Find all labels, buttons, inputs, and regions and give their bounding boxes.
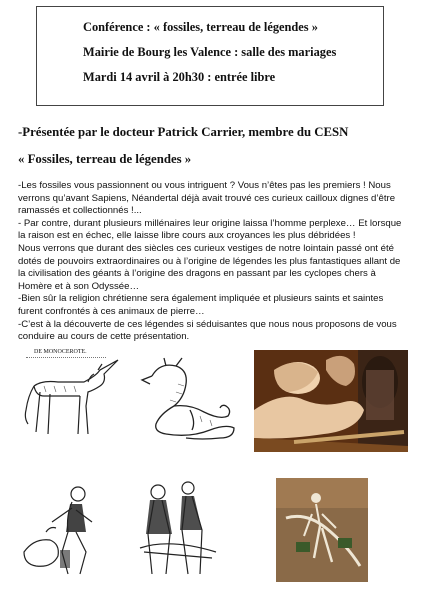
paragraph: -Bien sûr la religion chrétienne sera également impliquée et plusieurs saints et saintes furent confrontés à ces animaux de pierre… — [18, 293, 384, 317]
paragraph: Nous verrons que durant des siècles ces curieux vestiges de notre lointain passé ont été dotés de pouvoirs extraordinaires ou à l’origine de légendes les plus fantastiques allant de la civilisation des géants à l’origine des dragons en passant par les cyclopes chers à Homère et à son Odyssée… — [18, 242, 401, 292]
cyclops-painting-image — [254, 350, 408, 452]
date-time: Mardi 14 avril à 20h30 : entrée libre — [83, 70, 276, 84]
conference-title: Conférence : « fossiles, terreau de légendes » — [83, 20, 318, 34]
event-info-box — [36, 6, 384, 106]
paragraph: -Les fossiles vous passionnent ou vous intriguent ? Vous n’êtes pas les premiers ! Nous verrons qu’avant Sapiens, Néandertal déjà avait trouvé ces curieux cailloux dignes d’être ramassés et collectionnés !... — [18, 180, 396, 217]
paragraph: - Par contre, durant plusieurs millénaires leur origine laissa l’homme perplexe… Et lorsque la raison est en échec, elle laisse libre cours aux croyances les plus débridées ! — [18, 217, 402, 242]
unicorn-caption: DE MONOCEROTE. — [34, 349, 87, 355]
skeleton-excavation-photo — [276, 478, 368, 582]
unicorn-woodcut-image — [14, 346, 120, 442]
talk-subtitle: « Fossiles, terreau de légendes » — [18, 152, 192, 166]
presenter-line: -Présentée par le docteur Patrick Carrier, membre du CESN — [18, 125, 349, 139]
description — [18, 180, 410, 344]
woodcut-figures-image — [16, 482, 112, 578]
paragraph: -C’est à la découverte de ces légendes si séduisantes que nous nous proposons de vous conduire au cours de cette présentation. — [18, 318, 397, 343]
dragon-woodcut-image — [130, 354, 238, 444]
woodcut-skeleton-figures-image — [130, 478, 226, 582]
venue: Mairie de Bourg les Valence : salle des mariages — [83, 45, 337, 59]
